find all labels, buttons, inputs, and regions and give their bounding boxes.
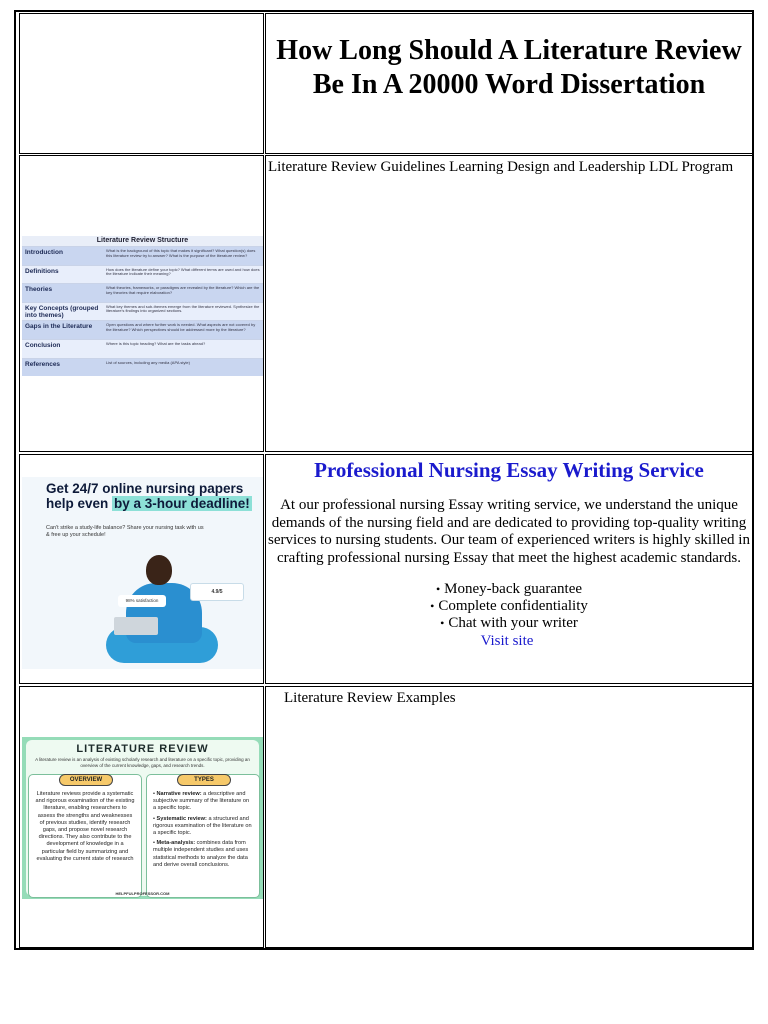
ad-banner-cell	[19, 454, 264, 684]
ad-text-cell	[265, 454, 753, 684]
type-item: • Systematic review: a structured and rigorous examination of the literature on a specific topic.	[153, 815, 252, 837]
ad-body: At our professional nursing Essay writing service, we understand the unique demands of the nursing field and are dedicated to providing top-quality writing services to nursing students. Our team of experienced writers is highly skilled in crafting professional nursing Essay that meet the highest academic standards.	[268, 497, 750, 566]
structure-row-text: Where is this topic heading? What are the tasks ahead?	[106, 340, 206, 346]
structure-row-text: How does the literature define your topic? What different terms are used and how does the literature indicate their meaning?	[106, 266, 260, 277]
feature-item: • Money-back guarantee	[266, 581, 752, 598]
type-item: • Narrative review: a descriptive and subjective summary of the literature on a specific topic.	[153, 791, 250, 812]
types-tag: TYPES	[177, 774, 231, 786]
literature-review-structure-image[interactable]	[22, 236, 263, 372]
structure-row	[22, 246, 263, 265]
structure-row	[22, 320, 263, 339]
rating-card: 4.9/5	[190, 583, 244, 601]
ad-feature-list	[266, 581, 752, 632]
structure-row-label: Gaps in the Literature	[25, 323, 93, 331]
structure-row-text: What key themes and sub-themes emerge from the literature reviewed. Synthesize the literature's findings into organized sections.	[106, 303, 260, 314]
title-cell	[265, 13, 753, 154]
structure-row	[22, 358, 263, 377]
infographic-subtitle: A literature review is an analysis of existing scholarly research and literature on a specific topic, providing an overview of the current knowledge, gaps, and research trends.	[35, 757, 250, 768]
nursing-ad-banner[interactable]	[22, 477, 263, 669]
banner-headline: Get 24/7 online nursing papers help even by a 3-hour deadline!	[46, 481, 250, 511]
overview-box	[28, 774, 142, 898]
image-caption: Literature Review Guidelines Learning Design and Leadership LDL Program	[268, 159, 734, 175]
overview-tag: OVERVIEW	[59, 774, 113, 786]
structure-heading: Literature Review Structure	[22, 236, 263, 246]
structure-row-label: Definitions	[25, 267, 59, 275]
structure-row-text: What theories, frameworks, or paradigms are revealed by the literature? Which are the key theories that require elaboration?	[106, 285, 260, 295]
infographic-title: LITERATURE REVIEW	[76, 743, 209, 755]
structure-row-text: Open questions and where further work is needed. What aspects are not covered by the literature? Which perspectives should be addressed more by the literature?	[106, 322, 256, 332]
laptop-icon	[114, 617, 158, 635]
banner-subtext: Can't strike a study-life balance? Share your nursing task with us & free up your schedule!	[46, 525, 204, 538]
structure-row	[22, 265, 263, 284]
structure-image-cell	[19, 155, 264, 452]
ad-title[interactable]: Professional Nursing Essay Writing Service	[314, 458, 704, 482]
type-item: • Meta-analysis: combines data from multiple independent studies and uses statistical methods to analyze the data and derive overall conclusions.	[153, 840, 249, 868]
empty-cell	[19, 13, 264, 154]
structure-row-label: References	[25, 360, 61, 368]
infographic-footer: HELPFULPROFESSOR.COM	[115, 891, 170, 896]
types-list	[153, 791, 253, 869]
structure-row	[22, 283, 263, 302]
structure-row-label: Introduction	[25, 249, 63, 256]
structure-row-text: List of sources, including any media (APA style)	[106, 359, 190, 365]
nurse-figure-head	[146, 555, 172, 585]
feature-item: • Complete confidentiality	[266, 598, 752, 615]
structure-row	[22, 302, 263, 321]
caption-cell	[265, 686, 753, 948]
structure-row-label: Conclusion	[25, 341, 61, 349]
types-box	[146, 774, 260, 898]
structure-row-label: Theories	[25, 286, 53, 294]
image-caption: Literature Review Examples	[284, 690, 456, 706]
feature-item: • Chat with your writer	[266, 615, 752, 632]
literature-review-infographic[interactable]	[22, 737, 263, 899]
visit-site-link[interactable]: Visit site	[480, 633, 534, 649]
structure-row-label: Key Concepts (grouped into themes)	[25, 304, 99, 319]
overview-text: Literature reviews provide a systematic and rigorous examination of the existing literature, enabling researchers to assess the strengths and weaknesses of previous studies, identify research gaps, and propose novel research directions. They also contribute to the development of knowledge in a particular field by summarizing and evaluating the current state of research	[35, 791, 135, 862]
infographic-panel	[26, 740, 259, 896]
caption-cell	[265, 155, 753, 452]
structure-row	[22, 339, 263, 358]
infographic-cell	[19, 686, 264, 948]
satisfaction-card: 98% satisfaction	[118, 595, 166, 607]
structure-row-text: What is the background of this topic that makes it significant? What question(s) does this literature review try to answer? What is the purpose of the literature review?	[106, 248, 256, 258]
page-title: How Long Should A Literature Review Be In A 20000 Word Dissertation	[276, 35, 742, 100]
